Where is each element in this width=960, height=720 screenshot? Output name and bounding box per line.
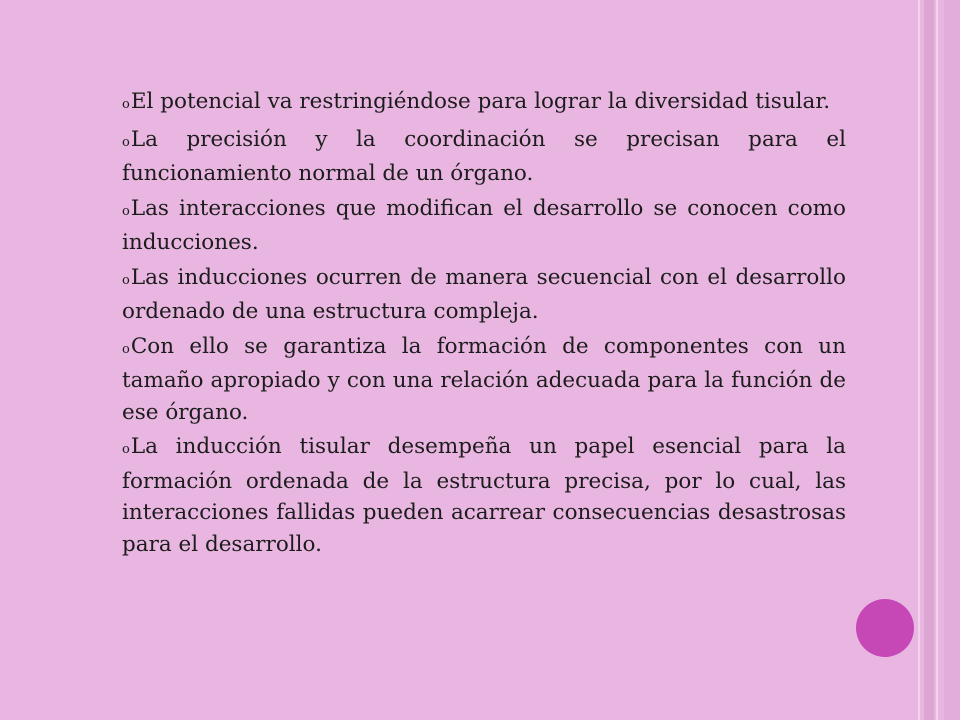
bullet-item — [122, 193, 846, 259]
bullet-text: Con ello se garantiza la formación de componentes con un tamaño apropiado y con una relación adecuada para la función de ese órgano. — [122, 333, 846, 425]
accent-circle-decoration — [856, 599, 914, 657]
decorative-stripe — [924, 0, 934, 720]
bullet-marker: o — [122, 134, 130, 150]
decorative-stripe — [936, 0, 938, 720]
bullet-text: La precisión y la coordinación se precisan para el funcionamiento normal de un órgano. — [122, 126, 846, 186]
bullet-marker: o — [122, 442, 130, 457]
bullet-marker: o — [122, 97, 130, 112]
decorative-stripe — [918, 0, 920, 720]
bullet-marker: o — [122, 272, 130, 288]
bullet-text: Las inducciones ocurren de manera secuencial con el desarrollo ordenado de una estructura compleja. — [122, 264, 846, 324]
bullet-item — [122, 86, 846, 121]
decorative-stripe — [944, 0, 960, 720]
bullet-item — [122, 262, 846, 328]
bullet-text: La inducción tisular desempeña un papel esencial para la formación ordenada de la estructura precisa, por lo cual, las interacciones fallidas pueden acarrear consecuencias desastrosas para el desarrollo. — [122, 434, 846, 557]
bullet-text: Las interacciones que modifican el desarrollo se conocen como inducciones. — [122, 195, 846, 255]
bullet-item — [122, 124, 846, 190]
bullet-marker: o — [122, 341, 130, 357]
bullet-list — [122, 86, 846, 563]
bullet-item — [122, 331, 846, 429]
bullet-marker: o — [122, 203, 130, 219]
bullet-text: El potencial va restringiéndose para lograr la diversidad tisular. — [130, 89, 831, 114]
bullet-item — [122, 431, 846, 560]
